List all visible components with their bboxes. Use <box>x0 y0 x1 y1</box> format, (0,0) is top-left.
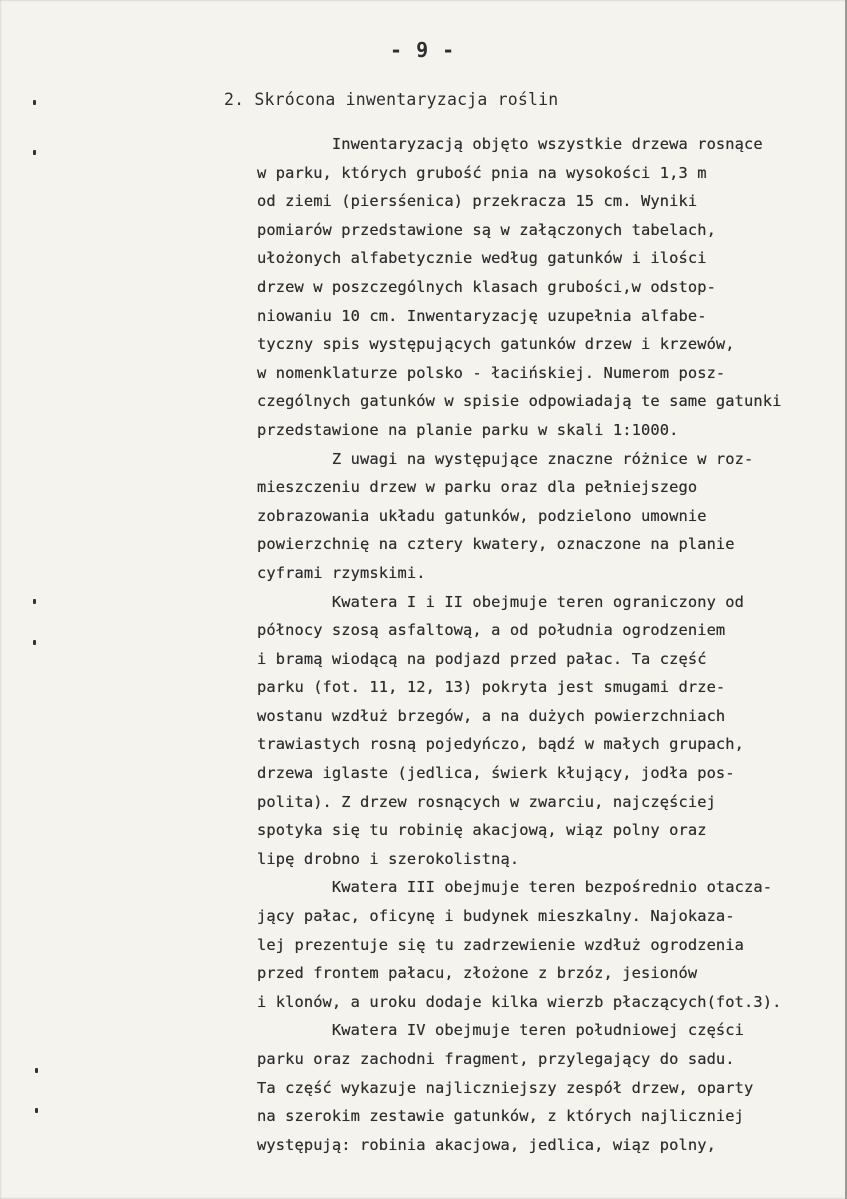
text-line: jący pałac, oficynę i budynek mieszkalny. Najokaza- <box>257 907 735 926</box>
text-line: Z uwagi na występujące znaczne różnice w roz- <box>257 449 754 468</box>
text-line: Kwatera III obejmuje teren bezpośrednio otacza- <box>257 878 773 897</box>
text-line: i klonów, a uroku dodaje kilka wierzb płaczących(fot.3). <box>257 992 782 1011</box>
text-line: na szerokim zestawie gatunków, z których najliczniej <box>257 1107 745 1126</box>
text-line: drzewa iglaste (jedlica, świerk kłujący, jodła pos- <box>257 764 735 783</box>
text-line: lej prezentuje się tu zadrzewienie wzdłuż ogrodzenia <box>257 935 745 954</box>
text-line: parku (fot. 11, 12, 13) pokryta jest smugami drze- <box>257 678 726 697</box>
margin-mark <box>35 1108 38 1113</box>
margin-mark <box>35 1068 38 1073</box>
text-line: mieszczeniu drzew w parku oraz dla pełniejszego <box>257 478 698 497</box>
text-line: w parku, których grubość pnia na wysokości 1,3 m <box>257 163 707 182</box>
text-line: i bramą wiodącą na podjazd przed pałac. Ta część <box>257 649 707 668</box>
text-line: Inwentaryzacją objęto wszystkie drzewa rosnące <box>257 135 763 153</box>
text-line: Kwatera IV obejmuje teren południowej części <box>257 1021 745 1040</box>
text-line: w nomenklaturze polsko - łacińskiej. Numerom posz- <box>257 363 726 382</box>
margin-mark <box>33 150 36 155</box>
text-line: lipę drobno i szerokolistną. <box>257 849 520 868</box>
text-line: cyframi rzymskimi. <box>257 563 426 582</box>
text-line: niowaniu 10 cm. Inwentaryzację uzupełnia alfabe- <box>257 306 707 325</box>
text-line: pomiarów przedstawione są w załączonych tabelach, <box>257 220 716 239</box>
text-line: polita). Z drzew rosnących w zwarciu, najczęściej <box>257 792 716 811</box>
text-line: Ta część wykazuje najliczniejszy zespół drzew, oparty <box>257 1078 754 1097</box>
margin-mark <box>33 640 36 645</box>
text-line: drzew w poszczególnych klasach grubości,w odstop- <box>257 277 716 296</box>
text-line: ułożonych alfabetycznie według gatunków i ilości <box>257 249 707 268</box>
text-line: północy szosą asfaltową, a od południa ogrodzeniem <box>257 621 726 640</box>
text-line: czególnych gatunków w spisie odpowiadają te same gatunki <box>257 392 782 411</box>
text-line: występują: robinia akacjowa, jedlica, wiąz polny, <box>257 1135 716 1154</box>
text-line: Kwatera I i II obejmuje teren ograniczony od <box>257 592 745 611</box>
text-line: wostanu wzdłuż brzegów, a na dużych powierzchniach <box>257 706 726 725</box>
text-line: przedstawione na planie parku w skali 1:1000. <box>257 420 679 439</box>
text-line: przed frontem pałacu, złożone z brzóz, jesionów <box>257 964 698 983</box>
section-heading: 2. Skrócona inwentaryzacja roślin <box>224 90 559 109</box>
page-number: - 9 - <box>390 38 456 62</box>
text-line: spotyka się tu robinię akacjową, wiąz polny oraz <box>257 821 707 840</box>
body-text <box>257 130 847 1159</box>
margin-mark <box>33 100 36 105</box>
text-line: zobrazowania układu gatunków, podzielono umownie <box>257 506 707 525</box>
margin-mark <box>33 599 36 604</box>
text-line: powierzchnię na cztery kwatery, oznaczone na planie <box>257 535 735 554</box>
text-line: tyczny spis występujących gatunków drzew i krzewów, <box>257 335 735 354</box>
text-line: parku oraz zachodni fragment, przylegający do sadu. <box>257 1050 735 1068</box>
text-line: od ziemi (piersśenica) przekracza 15 cm. Wyniki <box>257 192 698 211</box>
text-line: trawiastych rosną pojedyńczo, bądź w małych grupach, <box>257 735 745 754</box>
